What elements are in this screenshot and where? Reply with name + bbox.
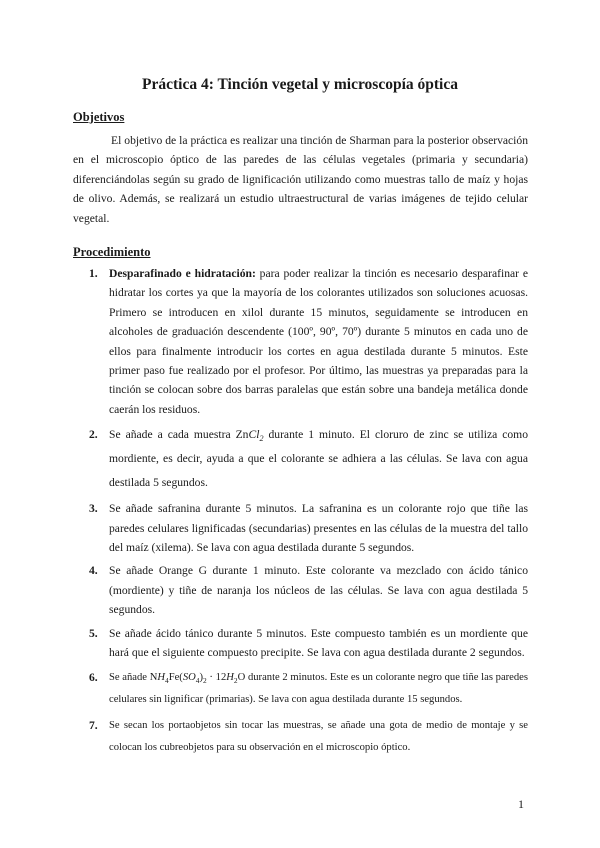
step-text-post: durante 2 minutos. Este es un colorante negro que tiñe las paredes celulares sin lignificar (primarias). Se lava con agua destilada durante 15 segundos. xyxy=(109,671,528,705)
objetivos-heading: Objetivos xyxy=(73,110,125,124)
page-number: 1 xyxy=(518,797,524,811)
step-text: Se añade ácido tánico durante 5 minutos. Este compuesto también es un mordiente que hará que el siguiente compuesto precipite. Se lava con agua destilada durante 2 segundos. xyxy=(109,626,528,660)
step-text-pre: Se añade a cada muestra Zn xyxy=(109,428,249,442)
procedure-step-4 xyxy=(73,561,528,619)
step-text: Se añade safranina durante 5 minutos. La safranina es un colorante rojo que tiñe las paredes celulares lignificadas (secundarias) presentes en las células de la muestra del tallo del maíz (xilema). Se lava con agua destilada durante 5 segundos. xyxy=(109,502,528,555)
procedimiento-heading: Procedimiento xyxy=(73,245,151,259)
step-number: 3. xyxy=(89,502,98,516)
chemical-formula-ammonium-iron-sulfate: $H_4Fe(SO_4)_2 \cdot 12H_2O$ xyxy=(157,671,246,685)
procedure-step-3 xyxy=(73,499,528,557)
procedure-step-5 xyxy=(73,624,528,663)
step-text-pre: Se añade N xyxy=(109,671,158,683)
procedure-step-6 xyxy=(73,667,528,711)
step-text: Se secan los portaobjetos sin tocar las muestras, se añade una gota de medio de montaje y se colocan los cubreobjetos para su observación en el microscopio óptico. xyxy=(109,719,528,753)
procedure-step-7 xyxy=(73,715,528,759)
chemical-formula-zncl2: $Cl_2$ xyxy=(248,428,264,444)
step-number: 4. xyxy=(89,564,98,578)
procedure-step-1 xyxy=(73,264,528,419)
step-number: 6. xyxy=(89,670,98,684)
step-number: 2. xyxy=(89,428,98,442)
step-number: 7. xyxy=(89,718,98,732)
step-text-post: durante 1 minuto. El cloruro de zinc se utiliza como mordiente, es decir, ayuda a que el colorante se adhiera a las células. Se lava con agua destilada 5 segundos. xyxy=(109,428,528,490)
step-text: para poder realizar la tinción es necesario desparafinar e hidratar los cortes ya que la mayoría de los colorantes utilizados son soluciones acuosas. Primero se introducen en xilol durante 15 minutos, seguidamente se introducen en alcoholes de graduación descendente (100º, 90º, 70º) durante 5 minutos en cada uno de ellos para finalmente introducir los cortes en agua destilada durante 5 minutos. Este primer paso fue realizado por el profesor. Por último, las muestras ya preparadas para la tinción se colocan sobre dos barras paralelas que están sobre una bandeja metálica donde caerán los residuos. xyxy=(109,267,528,416)
step-number: 1. xyxy=(89,267,98,280)
step-lead: Desparafinado e hidratación: xyxy=(109,267,256,280)
objetivos-paragraph: El objetivo de la práctica es realizar una tinción de Sharman para la posterior observación en el microscopio óptico de las paredes de las células vegetales (primaria y secundaria) diferenciándolas según su grado de lignificación utilizando como muestras tallo de maíz y hojas de olivo. Además, se realizará un estudio ultraestructural de varias imágenes de tejido celular vegetal. xyxy=(73,134,528,225)
step-text: Se añade Orange G durante 1 minuto. Este colorante va mezclado con ácido tánico (mordiente) y tiñe de naranja los núcleos de las células. Se lava con agua destilada 5 segundos. xyxy=(109,564,528,617)
procedure-step-2 xyxy=(73,423,528,495)
step-number: 5. xyxy=(89,626,98,640)
procedure-list xyxy=(73,264,528,763)
page-title: Práctica 4: Tinción vegetal y microscopía óptica xyxy=(142,76,458,93)
